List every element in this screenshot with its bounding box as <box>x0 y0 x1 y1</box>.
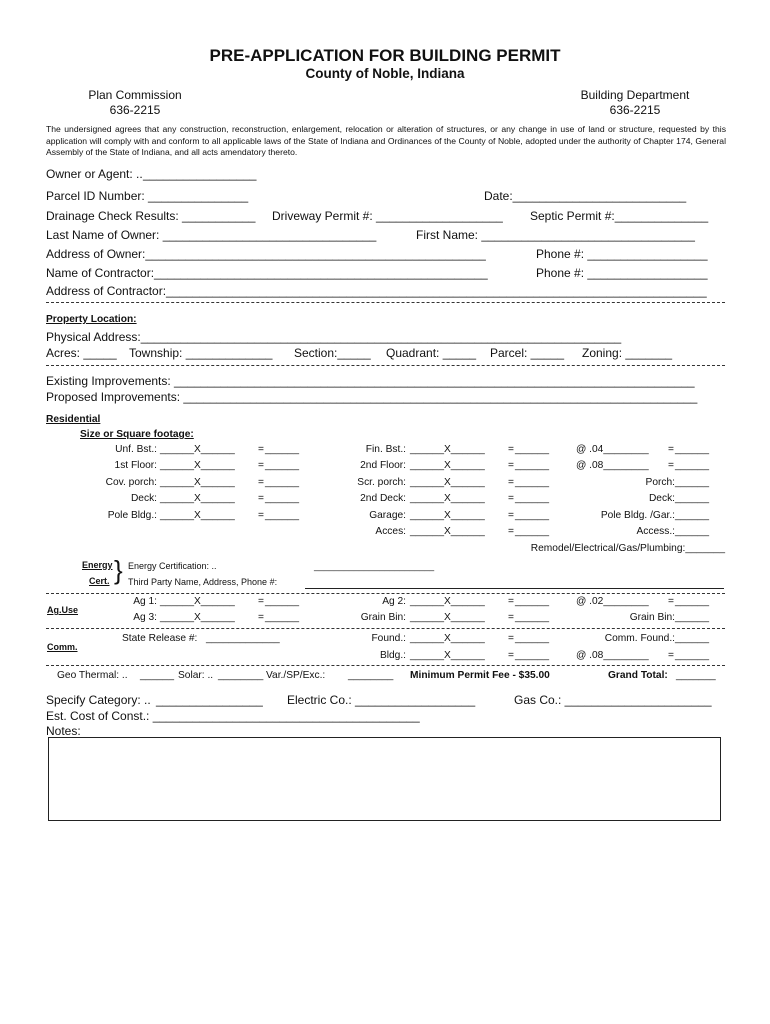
first-floor-field[interactable]: ______X______ <box>160 460 235 471</box>
quadrant-field[interactable]: Quadrant: _____ <box>386 346 477 360</box>
second-floor-field[interactable]: ______X______ <box>410 460 485 471</box>
square-footage-heading: Size or Square footage: <box>80 429 194 440</box>
grain-bin-label: Grain Bin: <box>360 612 406 623</box>
deck-field[interactable]: ______X______ <box>160 493 235 504</box>
found-label: Found.: <box>371 633 406 644</box>
section-divider <box>46 665 725 666</box>
equals-sign: = <box>258 493 264 504</box>
scr-porch-total[interactable]: ______ <box>515 477 549 488</box>
ag3-total[interactable]: ______ <box>265 612 299 623</box>
notes-label: Notes: <box>46 724 81 738</box>
owner-last-name-field[interactable]: Last Name of Owner: ________________________________ <box>46 228 377 242</box>
cert-label: Cert. <box>89 576 110 586</box>
form-subtitle: County of Noble, Indiana <box>305 66 465 81</box>
owner-first-name-field[interactable]: First Name: ________________________________ <box>416 228 695 242</box>
ag2-label: Ag 2: <box>382 596 406 607</box>
township-field[interactable]: Township: _____________ <box>129 346 273 360</box>
physical-address-field[interactable]: Physical Address:________________________________________________________________________ <box>46 330 622 344</box>
access-total[interactable]: ______ <box>675 526 709 537</box>
ag2-total[interactable]: ______ <box>515 596 549 607</box>
acces-label: Acces: <box>375 526 406 537</box>
ag2-field[interactable]: ______X______ <box>410 596 485 607</box>
first-floor-label: 1st Floor: <box>114 460 157 471</box>
date-field[interactable]: Date:__________________________ <box>484 189 687 203</box>
rate-02-field[interactable]: @ .02________ <box>576 596 649 607</box>
porch-total[interactable]: ______ <box>675 477 709 488</box>
rate-08-total[interactable]: ______ <box>675 460 709 471</box>
equals-sign: = <box>258 510 264 521</box>
deck-total[interactable]: ______ <box>265 493 299 504</box>
remodel-field[interactable]: Remodel/Electrical/Gas/Plumbing:_______ <box>530 543 725 554</box>
electric-co-field[interactable]: Electric Co.: __________________ <box>287 693 476 707</box>
grand-total-label: Grand Total: <box>608 670 668 681</box>
equals-sign: = <box>508 460 514 471</box>
acces-total[interactable]: ______ <box>515 526 549 537</box>
grain-bin-fee-total[interactable]: ______ <box>675 612 709 623</box>
contractor-name-field[interactable]: Name of Contractor:__________________________________________________ <box>46 266 488 280</box>
ag1-total[interactable]: ______ <box>265 596 299 607</box>
fin-bst-total[interactable]: ______ <box>515 444 549 455</box>
acres-field[interactable]: Acres: _____ <box>46 346 117 360</box>
second-floor-label: 2nd Floor: <box>360 460 406 471</box>
minimum-permit-fee: Minimum Permit Fee - $35.00 <box>410 670 550 681</box>
septic-permit-field[interactable]: Septic Permit #:______________ <box>530 209 709 223</box>
state-release-label: State Release #: <box>122 633 198 644</box>
cov-porch-label: Cov. porch: <box>105 477 157 488</box>
grand-total-field[interactable]: _______ <box>676 670 716 681</box>
equals-sign: = <box>508 633 514 644</box>
comm-label: Comm. <box>47 642 78 652</box>
driveway-permit-field[interactable]: Driveway Permit #: ___________________ <box>272 209 503 223</box>
bldg-label: Bldg.: <box>379 650 406 661</box>
equals-sign: = <box>668 596 674 607</box>
grain-bin-total[interactable]: ______ <box>515 612 549 623</box>
first-floor-total[interactable]: ______ <box>265 460 299 471</box>
var-sp-exc-field[interactable]: ________ <box>348 670 394 681</box>
specify-category-field[interactable]: ________________ <box>156 693 263 707</box>
zoning-field[interactable]: Zoning: _______ <box>582 346 673 360</box>
porch-label: Porch: <box>645 477 675 488</box>
ag1-label: Ag 1: <box>133 596 157 607</box>
equals-sign: = <box>508 493 514 504</box>
solar-field[interactable]: ________ <box>218 670 264 681</box>
rate-02-total[interactable]: ______ <box>675 596 709 607</box>
equals-sign: = <box>258 444 264 455</box>
grain-bin-fee-label: Grain Bin: <box>629 612 675 623</box>
rate-04-total[interactable]: ______ <box>675 444 709 455</box>
parcel-field[interactable]: Parcel: _____ <box>490 346 565 360</box>
ag3-label: Ag 3: <box>133 612 157 623</box>
parcel-id-field[interactable]: Parcel ID Number: _______________ <box>46 189 249 203</box>
pole-bldg-field[interactable]: ______X______ <box>160 510 235 521</box>
comm-found-total[interactable]: ______ <box>675 633 709 644</box>
section-divider <box>46 302 725 303</box>
property-location-heading: Property Location: <box>46 314 137 325</box>
found-field[interactable]: ______X______ <box>410 633 485 644</box>
pole-bldg-label: Pole Bldg.: <box>107 510 157 521</box>
fin-bst-field[interactable]: ______X______ <box>410 444 485 455</box>
equals-sign: = <box>258 477 264 488</box>
equals-sign: = <box>508 650 514 661</box>
garage-field[interactable]: ______X______ <box>410 510 485 521</box>
third-party-field[interactable] <box>305 588 724 589</box>
second-floor-total[interactable]: ______ <box>515 460 549 471</box>
deck-label: Deck: <box>130 493 157 504</box>
equals-sign: = <box>508 477 514 488</box>
grain-bin-field[interactable]: ______X______ <box>410 612 485 623</box>
state-release-field[interactable]: _____________ <box>206 633 280 644</box>
notes-textarea[interactable] <box>48 737 721 821</box>
owner-agent-field[interactable]: _________________ <box>143 167 257 181</box>
comm-rate-08-field[interactable]: @ .08________ <box>576 650 649 661</box>
solar-label: Solar: .. <box>178 670 214 681</box>
rate-08-field[interactable]: @ .08________ <box>576 460 649 471</box>
residential-heading: Residential <box>46 414 101 425</box>
bldg-field[interactable]: ______X______ <box>410 650 485 661</box>
equals-sign: = <box>668 460 674 471</box>
deck-fee-label: Deck: <box>648 493 675 504</box>
scr-porch-label: Scr. porch: <box>357 477 406 488</box>
equals-sign: = <box>508 526 514 537</box>
building-department-label: Building Department <box>580 88 690 102</box>
var-sp-exc-label: Var./SP/Exc.: <box>266 670 326 681</box>
equals-sign: = <box>258 460 264 471</box>
owner-agent-label: Owner or Agent: .. <box>46 167 143 181</box>
energy-certification-field[interactable]: ________________________ <box>314 561 435 571</box>
contractor-phone-field[interactable]: Phone #: __________________ <box>536 266 708 280</box>
equals-sign: = <box>508 612 514 623</box>
equals-sign: = <box>258 612 264 623</box>
brace-icon: } <box>114 555 123 585</box>
gas-co-field[interactable]: Gas Co.: ______________________ <box>514 693 712 707</box>
comm-found-label: Comm. Found.: <box>604 633 675 644</box>
equals-sign: = <box>508 444 514 455</box>
deck-fee-total[interactable]: ______ <box>675 493 709 504</box>
energy-label: Energy <box>82 560 113 570</box>
plan-commission-phone: 636-2215 <box>109 103 161 117</box>
ag3-field[interactable]: ______X______ <box>160 612 235 623</box>
access-label: Access.: <box>636 526 675 537</box>
pole-bldg-total[interactable]: ______ <box>265 510 299 521</box>
comm-rate-08-total[interactable]: ______ <box>675 650 709 661</box>
cov-porch-field[interactable]: ______X______ <box>160 477 235 488</box>
est-cost-field[interactable]: Est. Cost of Const.: ________________________________________ <box>46 709 420 723</box>
found-total[interactable]: ______ <box>515 633 549 644</box>
pole-bldg-gar-total[interactable]: ______ <box>675 510 709 521</box>
acces-field[interactable]: ______X______ <box>410 526 485 537</box>
section-divider <box>46 365 725 366</box>
geo-thermal-field[interactable]: ______ <box>140 670 174 681</box>
second-deck-total[interactable]: ______ <box>515 493 549 504</box>
ag1-field[interactable]: ______X______ <box>160 596 235 607</box>
agreement-paragraph: The undersigned agrees that any construction, reconstruction, enlargement, relocation or alteration of structures, or any change in use of land or structure, requested by this application will comply with and conform to all applicable laws of the State of Indiana and Ordinances of the County of Noble, adopted under the authority of Chapter 174, General Assembly of the State of Indiana, and all acts amendatory thereto. <box>46 124 726 158</box>
section-divider <box>46 628 725 629</box>
form-title: PRE-APPLICATION FOR BUILDING PERMIT <box>209 46 561 65</box>
equals-sign: = <box>258 596 264 607</box>
pole-bldg-gar-label: Pole Bldg. /Gar.: <box>600 510 675 521</box>
fin-bst-label: Fin. Bst.: <box>365 444 406 455</box>
energy-certification-label: Energy Certification: .. <box>128 561 217 571</box>
equals-sign: = <box>668 444 674 455</box>
drainage-check-field[interactable]: Drainage Check Results: ___________ <box>46 209 256 223</box>
scr-porch-field[interactable]: ______X______ <box>410 477 485 488</box>
proposed-improvements-field[interactable]: Proposed Improvements: _____________________________________________________________________________ <box>46 390 698 404</box>
specify-category-label: Specify Category: .. <box>46 693 151 707</box>
existing-improvements-field[interactable]: Existing Improvements: ______________________________________________________________________________ <box>46 374 695 388</box>
third-party-label: Third Party Name, Address, Phone #: <box>128 577 278 587</box>
second-deck-label: 2nd Deck: <box>360 493 406 504</box>
equals-sign: = <box>508 510 514 521</box>
rate-04-field[interactable]: @ .04________ <box>576 444 649 455</box>
owner-phone-field[interactable]: Phone #: __________________ <box>536 247 708 261</box>
owner-address-field[interactable]: Address of Owner:___________________________________________________ <box>46 247 486 261</box>
garage-label: Garage: <box>369 510 406 521</box>
ag-use-label: Ag.Use <box>47 605 79 615</box>
equals-sign: = <box>508 596 514 607</box>
bldg-total[interactable]: ______ <box>515 650 549 661</box>
unf-bst-label: Unf. Bst.: <box>115 444 157 455</box>
cov-porch-total[interactable]: ______ <box>265 477 299 488</box>
geo-thermal-label: Geo Thermal: .. <box>57 670 128 681</box>
section-divider <box>46 593 725 594</box>
contractor-address-field[interactable]: Address of Contractor:_________________________________________________________________________________ <box>46 284 707 298</box>
section-field[interactable]: Section:_____ <box>294 346 371 360</box>
garage-total[interactable]: ______ <box>515 510 549 521</box>
unf-bst-field[interactable]: ______X______ <box>160 444 235 455</box>
unf-bst-total[interactable]: ______ <box>265 444 299 455</box>
equals-sign: = <box>668 650 674 661</box>
plan-commission-label: Plan Commission <box>88 88 182 102</box>
building-department-phone: 636-2215 <box>609 103 661 117</box>
second-deck-field[interactable]: ______X______ <box>410 493 485 504</box>
